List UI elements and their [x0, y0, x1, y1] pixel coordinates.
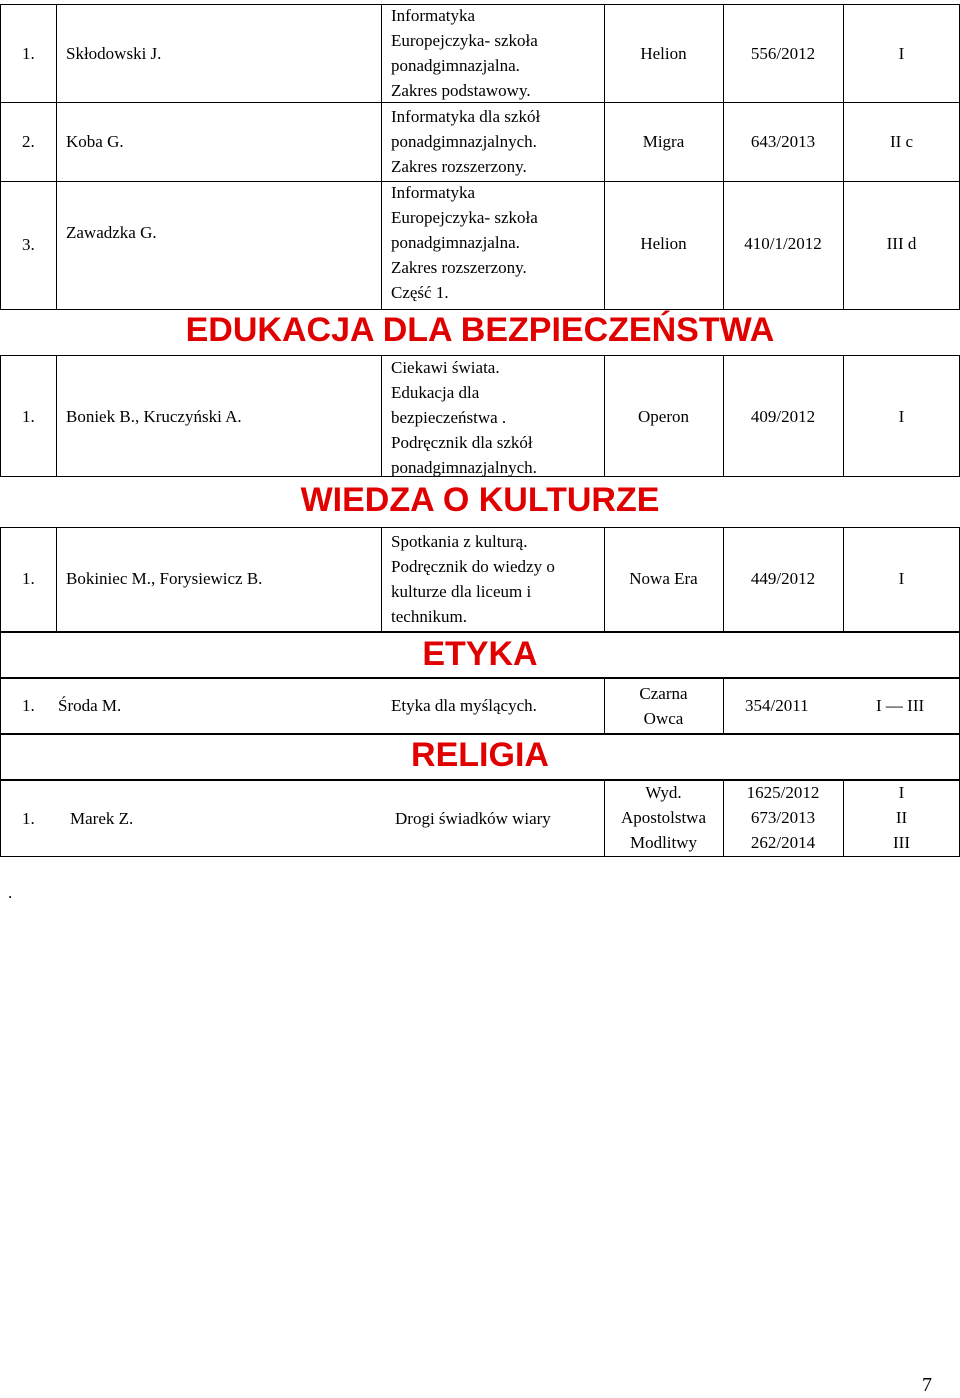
section-header-culture: WIEDZA O KULTURZE — [300, 481, 660, 519]
author: Bokiniec M., Forysiewicz B. — [66, 569, 263, 588]
section-header-ethics: ETYKA — [422, 635, 538, 673]
publisher: Helion — [640, 234, 687, 253]
class: I — III — [876, 696, 925, 715]
book-title: Informatyka Europejczyka- szkoła ponadgimnazjalna. Zakres podstawowy. — [391, 6, 538, 100]
row-number: 1. — [22, 809, 35, 828]
class: I — [898, 407, 905, 426]
class: I II III — [893, 783, 910, 852]
publisher: Wyd. Apostolstwa Modlitwy — [621, 783, 706, 852]
class: I — [898, 44, 905, 63]
publisher: Czarna Owca — [639, 684, 688, 728]
row-number: 3. — [22, 235, 35, 254]
author: Skłodowski J. — [66, 44, 162, 63]
footnote-dot: . — [8, 883, 13, 902]
author: Koba G. — [66, 132, 124, 151]
approval-number: 410/1/2012 — [744, 234, 822, 253]
approval-number: 556/2012 — [750, 44, 816, 63]
author: Zawadzka G. — [66, 223, 157, 242]
author: Boniek B., Kruczyński A. — [66, 407, 242, 426]
row-number: 1. — [22, 407, 35, 426]
book-title: Informatyka Europejczyka- szkoła ponadgimnazjalna. Zakres rozszerzony. Część 1. — [391, 183, 538, 302]
class: I — [898, 569, 905, 588]
publisher: Migra — [642, 132, 685, 151]
approval-number: 1625/2012 673/2013 262/2014 — [746, 783, 820, 852]
book-title: Drogi świadków wiary — [395, 809, 551, 828]
book-title: Informatyka dla szkół ponadgimnazjalnych. Zakres rozszerzony. — [391, 107, 541, 176]
approval-number: 409/2012 — [750, 407, 816, 426]
book-title: Etyka dla myślących. — [391, 696, 537, 715]
row-number: 1. — [22, 569, 35, 588]
row-number: 1. — [22, 44, 35, 63]
class: III d — [886, 234, 917, 253]
publisher: Helion — [640, 44, 687, 63]
author: Marek Z. — [70, 809, 134, 828]
page-number: 7 — [922, 1374, 932, 1396]
approval-number: 354/2011 — [745, 696, 809, 715]
book-title: Spotkania z kulturą. Podręcznik do wiedzy o kulturze dla liceum i technikum. — [391, 532, 555, 626]
approval-number: 449/2012 — [750, 569, 816, 588]
author: Środa M. — [58, 696, 122, 715]
approval-number: 643/2013 — [750, 132, 816, 151]
row-number: 2. — [22, 132, 35, 151]
book-title: Ciekawi świata. Edukacja dla bezpieczeństwa . Podręcznik dla szkół ponadgimnazjalnych. — [391, 358, 537, 477]
section-header-religion: RELIGIA — [411, 736, 549, 774]
row-number: 1. — [22, 696, 35, 715]
section-header-safety-education: EDUKACJA DLA BEZPIECZEŃSTWA — [185, 311, 775, 349]
publisher: Nowa Era — [629, 569, 698, 588]
publisher: Operon — [638, 407, 689, 426]
class: II c — [889, 132, 914, 151]
